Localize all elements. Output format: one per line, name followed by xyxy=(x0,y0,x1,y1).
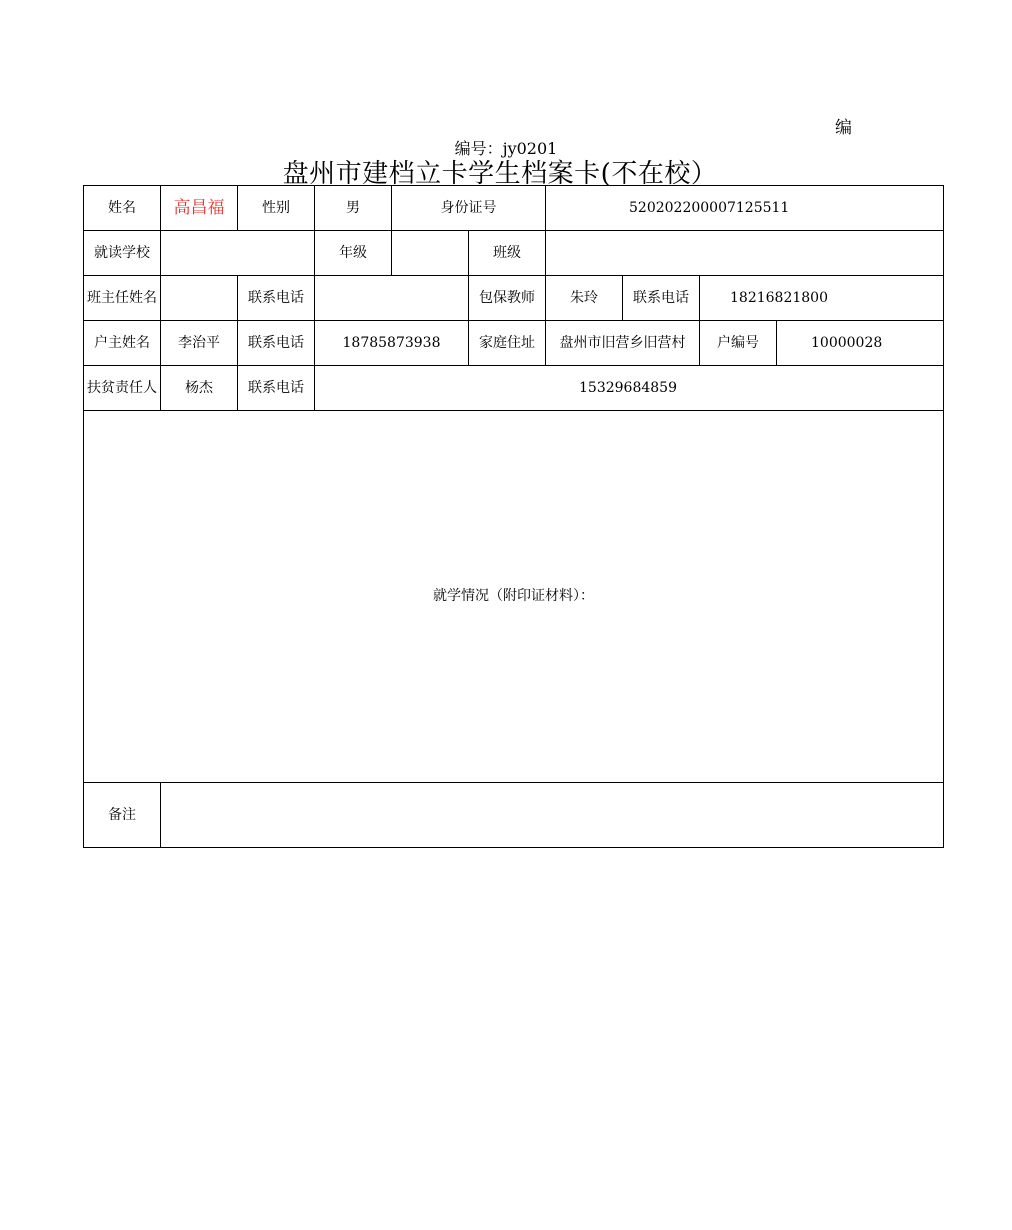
guarantor-phone-value[interactable]: 18216821800 xyxy=(700,276,944,321)
page-title: 盘州市建档立卡学生档案卡(不在校） xyxy=(282,159,718,189)
record-code: 编号：jy0201 xyxy=(454,139,558,158)
table-row xyxy=(84,186,944,231)
head-teacher-label: 班主任姓名 xyxy=(84,276,161,321)
responsible-person-value[interactable]: 杨杰 xyxy=(161,366,238,411)
householder-phone-value[interactable]: 18785873938 xyxy=(315,321,469,366)
grade-value[interactable] xyxy=(392,231,469,276)
table-row xyxy=(84,276,944,321)
school-label: 就读学校 xyxy=(84,231,161,276)
householder-value[interactable]: 李治平 xyxy=(161,321,238,366)
household-number-label: 户编号 xyxy=(700,321,777,366)
study-status-label: 就学情况（附印证材料）： xyxy=(433,588,595,604)
head-teacher-value[interactable] xyxy=(161,276,238,321)
head-teacher-phone-label: 联系电话 xyxy=(238,276,315,321)
corner-label: 编 xyxy=(835,118,852,138)
study-status-cell[interactable] xyxy=(84,411,944,783)
responsible-phone-value[interactable]: 15329684859 xyxy=(315,366,944,411)
gender-label: 性别 xyxy=(238,186,315,231)
address-value[interactable]: 盘州市旧营乡旧营村 xyxy=(546,321,700,366)
school-value[interactable] xyxy=(161,231,315,276)
guarantor-value[interactable]: 朱玲 xyxy=(546,276,623,321)
record-table xyxy=(83,185,944,848)
name-label: 姓名 xyxy=(84,186,161,231)
id-number-label: 身份证号 xyxy=(392,186,546,231)
note-content[interactable] xyxy=(161,783,944,848)
household-number-value[interactable]: 10000028 xyxy=(777,321,944,366)
table-row xyxy=(84,231,944,276)
gender-value[interactable]: 男 xyxy=(315,186,392,231)
name-value[interactable]: 高昌福 xyxy=(161,186,238,231)
class-label: 班级 xyxy=(469,231,546,276)
table-row xyxy=(84,411,944,783)
table-row xyxy=(84,783,944,848)
responsible-phone-label: 联系电话 xyxy=(238,366,315,411)
id-number-value[interactable]: 520202200007125511 xyxy=(546,186,944,231)
head-teacher-phone-value[interactable] xyxy=(315,276,469,321)
guarantor-phone-label: 联系电话 xyxy=(623,276,700,321)
note-label: 备注 xyxy=(84,783,161,848)
address-label: 家庭住址 xyxy=(469,321,546,366)
guarantor-label: 包保教师 xyxy=(469,276,546,321)
householder-label: 户主姓名 xyxy=(84,321,161,366)
class-value[interactable] xyxy=(546,231,944,276)
householder-phone-label: 联系电话 xyxy=(238,321,315,366)
table-row xyxy=(84,321,944,366)
table-row xyxy=(84,366,944,411)
responsible-person-label: 扶贫责任人 xyxy=(84,366,161,411)
record-card xyxy=(83,185,883,855)
grade-label: 年级 xyxy=(315,231,392,276)
